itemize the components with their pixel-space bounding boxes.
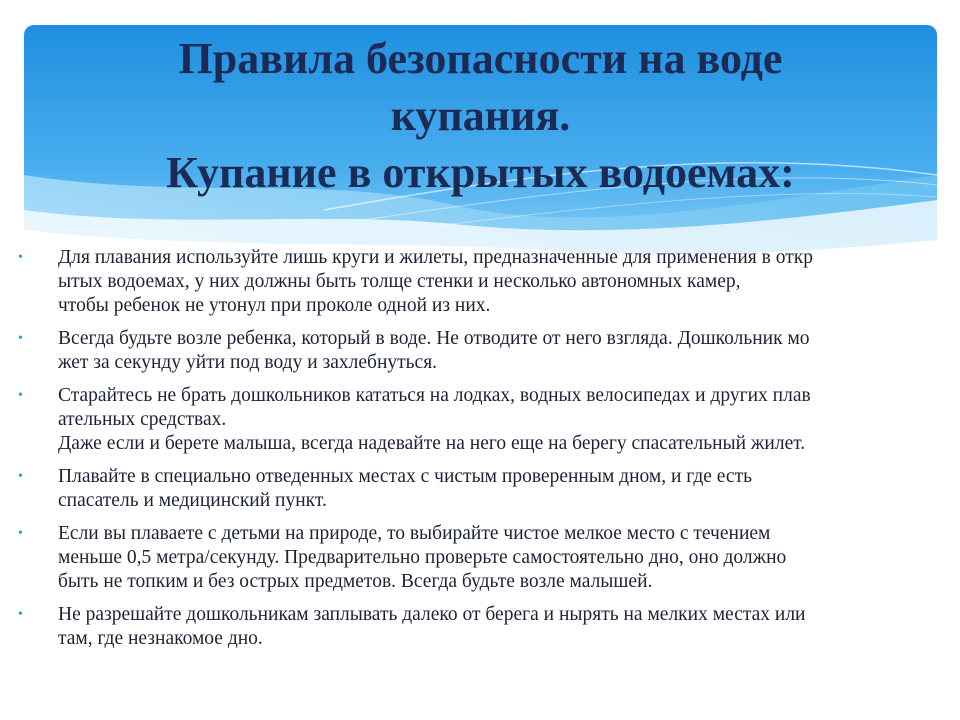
title-line: купания. (390, 91, 571, 140)
bullet-icon: • (18, 331, 23, 346)
bullet-icon: • (18, 526, 23, 541)
title-line: Купание в открытых водоемах: (166, 148, 795, 197)
bullet-text: Если вы плаваете с детьми на природе, то выбирайте чистое мелкое место с течением меньше 0,5 метра/секунду. Предварительно проверьте самостоятельно дно, оно должно быть не топким и без острых предметов. Всегда будьте возле малышей. (58, 523, 787, 592)
bullet-icon: • (18, 250, 23, 265)
title-line: Правила безопасности на воде (178, 34, 783, 83)
list-item (18, 327, 942, 375)
list-item (18, 522, 942, 594)
bullet-text: Для плавания используйте лишь круги и жилеты, предназначенные для применения в откр ытых водоемах, у них должны быть толще стенки и несколько автономных камер, чтобы ребенок не утонул при проколе одной из них. (58, 247, 813, 316)
list-item (18, 246, 942, 318)
bullet-list (18, 246, 942, 660)
bullet-text: Плавайте в специально отведенных местах с чистым проверенным дном, и где есть спасатель и медицинский пункт. (58, 466, 752, 511)
bullet-icon: • (18, 469, 23, 484)
bullet-text: Не разрешайте дошкольникам заплывать далеко от берега и нырять на мелких местах или там, где незнакомое дно. (58, 604, 806, 649)
bullet-text: Всегда будьте возле ребенка, который в воде. Не отводите от него взгляда. Дошкольник мо жет за секунду уйти под воду и захлебнуться. (58, 328, 810, 373)
list-item (18, 465, 942, 513)
slide-title (24, 30, 937, 204)
list-item (18, 603, 942, 651)
bullet-icon: • (18, 607, 23, 622)
bullet-icon: • (18, 388, 23, 403)
list-item (18, 384, 942, 456)
bullet-text: Старайтесь не брать дошкольников кататься на лодках, водных велосипедах и других плав ательных средствах. Даже если и берете малыша, всегда надевайте на него еще на берегу спасательный жилет. (58, 385, 811, 454)
